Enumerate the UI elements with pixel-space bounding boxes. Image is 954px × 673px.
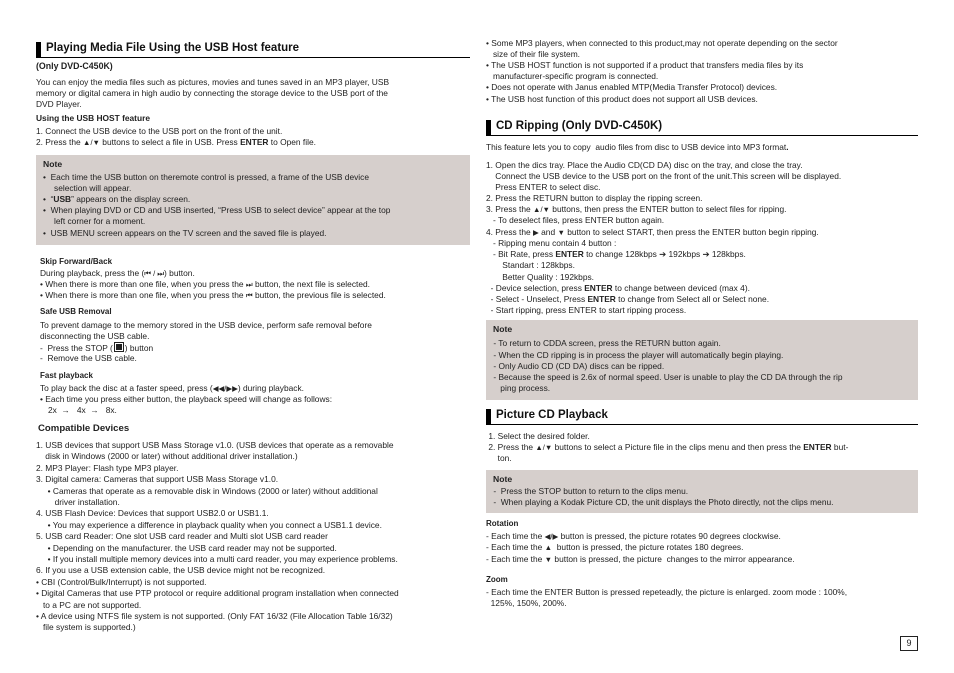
note-box-cd: [486, 320, 918, 400]
note-item: • “USB” appears on the display screen.: [43, 194, 191, 204]
cd-step-4f: - Select - Unselect, Press ENTER to change from Select all or Select none.: [486, 294, 770, 304]
up-down-arrow-icon: ▲/▼: [533, 205, 550, 214]
usb-note-line: • The USB HOST function is not supported if a product that transfers media files by its: [486, 60, 804, 71]
safe-removal-title: Safe USB Removal: [40, 307, 112, 316]
compatible-device-line: • Digital Cameras that use PTP protocol or require additional program installation when connected: [36, 588, 399, 599]
compatible-device-line: • Cameras that operate as a removable disk in Windows (2000 or later) without additional: [36, 485, 378, 496]
compatible-device-line: file system is supported.): [36, 622, 136, 633]
safe-line-1: To prevent damage to the memory stored in the USB device, perform safe removal before: [40, 320, 372, 330]
note-item: - When playing a Kodak Picture CD, the unit displays the Photo directly, not the clips menu.: [491, 497, 834, 507]
compatible-device-line: 6. If you use a USB extension cable, the USB device might not be recognized.: [36, 565, 326, 576]
using-usb-title: Using the USB HOST feature: [36, 113, 151, 123]
cd-step-4e: - Device selection, press ENTER to change between deviced (max 4).: [486, 283, 750, 293]
pic-step-1: 1. Select the desired folder.: [486, 431, 590, 441]
fast-scan-icon: ◀◀/▶▶: [212, 384, 238, 393]
skip-line-1: During playback, press the (⏮ / ⏭) button.: [40, 268, 195, 278]
cd-step-1: 1. Open the dics tray. Place the Audio CD(CD DA) disc on the tray, and close the tray.: [486, 160, 803, 170]
cd-step-3b: - To deselect files, press ENTER button again.: [486, 215, 665, 225]
note-item-cont: left corner for a moment.: [54, 216, 146, 226]
usb-note-line: • Some MP3 players, when connected to this product,may not operate depending on the sector: [486, 38, 838, 48]
intro-line-2: memory or digital camera in high audio by connecting the storage device to the USB port of the: [36, 88, 388, 98]
cd-ripping-title: CD Ripping (Only DVD-C450K): [486, 120, 918, 136]
cd-step-1b: Connect the USB device to the USB port on the front of the unit.This screen will be displayed.: [486, 171, 842, 181]
cd-step-1c: Press ENTER to select disc.: [486, 182, 601, 192]
page-number: 9: [900, 636, 918, 651]
up-down-arrow-icon: ▲/▼: [83, 138, 100, 147]
note-title: Note: [493, 474, 513, 484]
note-item: • Each time the USB button on theremote control is pressed, a frame of the USB device: [43, 172, 370, 182]
cd-step-4d: Better Quality : 192kbps.: [486, 272, 594, 282]
rotation-line-1: - Each time the ◀/▶ button is pressed, the picture rotates 90 degrees clockwise.: [486, 531, 781, 541]
note-item: - Because the speed is 2.6x of normal speed. User is unable to play the CD DA through the rip: [491, 372, 843, 382]
skip-icon: ⏮ / ⏭: [144, 269, 165, 278]
note-box-picture: [486, 470, 918, 513]
pic-step-2: 2. Press the ▲/▼ buttons to select a Picture file in the clips menu and then press the ENTER but-: [486, 442, 849, 452]
cd-step-3: 3. Press the ▲/▼ buttons, then press the ENTER button to select files for ripping.: [486, 204, 787, 214]
compatible-device-line: • A device using NTFS file system is not supported. (Only FAT 16/32 (File Allocation Table 16/32): [36, 611, 393, 621]
note-item: - Only Audio CD (CD DA) discs can be ripped.: [491, 361, 665, 371]
cd-step-4g: - Start ripping, press ENTER to start ripping process.: [486, 305, 687, 315]
usb-note-line: size of their file system.: [486, 49, 581, 60]
only-model-label: (Only DVD-C450K): [36, 61, 113, 71]
skip-line-2: • When there is more than one file, when you press the ⏭ button, the next file is selected.: [40, 279, 370, 289]
rotation-title: Rotation: [486, 519, 519, 528]
down-arrow-icon: ▼: [544, 555, 553, 564]
rotation-line-2: - Each time the ▲ button is pressed, the picture rotates 180 degrees.: [486, 542, 744, 552]
skip-line-3: • When there is more than one file, when you press the ⏮ button, the previous file is selected.: [40, 290, 386, 300]
compatible-devices-title: Compatible Devices: [38, 423, 130, 434]
note-item: - To return to CDDA screen, press the RETURN button again.: [491, 338, 721, 348]
note-title: Note: [43, 159, 63, 169]
intro-line-1: You can enjoy the media files such as pictures, movies and tunes saved in an MP3 player, USB: [36, 77, 390, 87]
compatible-device-line: disk in Windows (2000 or later) without additional driver installation.): [36, 451, 298, 462]
fast-playback-title: Fast playback: [40, 371, 93, 380]
safe-line-4: - Remove the USB cable.: [40, 353, 137, 363]
note-item: - Press the STOP button to return to the clips menu.: [491, 486, 689, 496]
compatible-device-line: 3. Digital camera: Cameras that support USB Mass Storage v1.0.: [36, 474, 279, 485]
zoom-line-2: 125%, 150%, 200%.: [486, 598, 567, 608]
cd-step-4a: - Ripping menu contain 4 button :: [486, 238, 617, 248]
cd-step-4c: Standart : 128kbps.: [486, 260, 575, 270]
safe-line-3: - Press the STOP ( ) button: [40, 343, 154, 353]
up-arrow-icon: ▲: [544, 543, 553, 552]
compatible-device-line: • If you install multiple memory devices into a multi card reader, you may experience problems.: [36, 554, 398, 564]
usb-note-line: • Does not operate with Janus enabled MTP(Media Transfer Protocol) devices.: [486, 82, 778, 93]
down-arrow-icon: ▼: [557, 228, 565, 237]
up-down-arrow-icon: ▲/▼: [535, 443, 553, 452]
usb-note-line: manufacturer-specific program is connected.: [486, 71, 659, 82]
note-item: • USB MENU screen appears on the TV screen and the saved file is played.: [43, 228, 327, 238]
compatible-device-line: • CBI (Control/Bulk/Interrupt) is not supported.: [36, 576, 207, 587]
left-right-arrow-icon: ◀/▶: [544, 532, 559, 541]
cd-step-2: 2. Press the RETURN button to display the ripping screen.: [486, 193, 703, 203]
safe-line-2: disconnecting the USB cable.: [40, 331, 150, 341]
intro-line-3: DVD Player.: [36, 99, 82, 109]
skip-title: Skip Forward/Back: [40, 257, 113, 266]
next-icon: ⏭: [245, 280, 253, 289]
usb-step-1: 1. Connect the USB device to the USB port on the front of the unit.: [36, 126, 283, 136]
zoom-title: Zoom: [486, 575, 508, 584]
fast-line-2: • Each time you press either button, the playback speed will change as follows:: [40, 394, 333, 404]
compatible-device-line: 5. USB card Reader: One slot USB card reader and Multi slot USB card reader: [36, 531, 328, 542]
note-item: - When the CD ripping is in process the player will automatically begin playing.: [491, 350, 784, 360]
fast-line-1: To play back the disc at a faster speed, press (◀◀/▶▶) during playback.: [40, 383, 304, 393]
note-title: Note: [493, 324, 513, 334]
compatible-device-line: • Depending on the manufacturer. the USB card reader may not be supported.: [36, 542, 337, 553]
compatible-device-line: 2. MP3 Player: Flash type MP3 player.: [36, 462, 179, 473]
compatible-device-line: • You may experience a difference in playback quality when you connect a USB1.1 device.: [36, 519, 382, 530]
note-item-cont: selection will appear.: [54, 183, 132, 193]
cd-step-4b: - Bit Rate, press ENTER to change 128kbps ➔ 192kbps ➔ 128kbps.: [486, 249, 746, 259]
rotation-line-3: - Each time the ▼ button is pressed, the picture changes to the mirror appearance.: [486, 554, 795, 564]
usb-step-2: 2. Press the ▲/▼ buttons to select a file in USB. Press ENTER to Open file.: [36, 137, 316, 147]
fast-line-3: 2x → 4x → 8x.: [48, 405, 117, 415]
compatible-device-line: driver installation.: [36, 497, 120, 507]
usb-section-title: Playing Media File Using the USB Host feature: [36, 42, 470, 58]
zoom-line-1: - Each time the ENTER Button is pressed repeteadly, the picture is enlarged. zoom mode : 100%,: [486, 587, 848, 597]
compatible-device-line: 4. USB Flash Device: Devices that support USB2.0 or USB1.1.: [36, 508, 269, 519]
compatible-device-line: 1. USB devices that support USB Mass Storage v1.0. (USB devices that operate as a removable: [36, 440, 394, 450]
play-icon: ▶: [533, 228, 539, 237]
usb-note-line: • The USB host function of this product does not support all USB devices.: [486, 93, 758, 104]
picture-cd-title: Picture CD Playback: [486, 409, 918, 425]
note-item: • When playing DVD or CD and USB inserted, “Press USB to select device” appear at the top: [43, 205, 391, 215]
pic-step-2b: ton.: [486, 453, 512, 463]
note-item: ping process.: [491, 383, 551, 393]
cd-intro: This feature lets you to copy audio files from disc to USB device into MP3 format.: [486, 142, 789, 152]
compatible-device-line: to a PC are not supported.: [36, 599, 142, 610]
cd-step-4: 4. Press the ▶ and ▼ button to select START, then press the ENTER button begin ripping.: [486, 227, 819, 237]
previous-icon: ⏮: [245, 291, 253, 300]
note-box-usb: [36, 155, 470, 245]
stop-icon: [114, 342, 124, 352]
